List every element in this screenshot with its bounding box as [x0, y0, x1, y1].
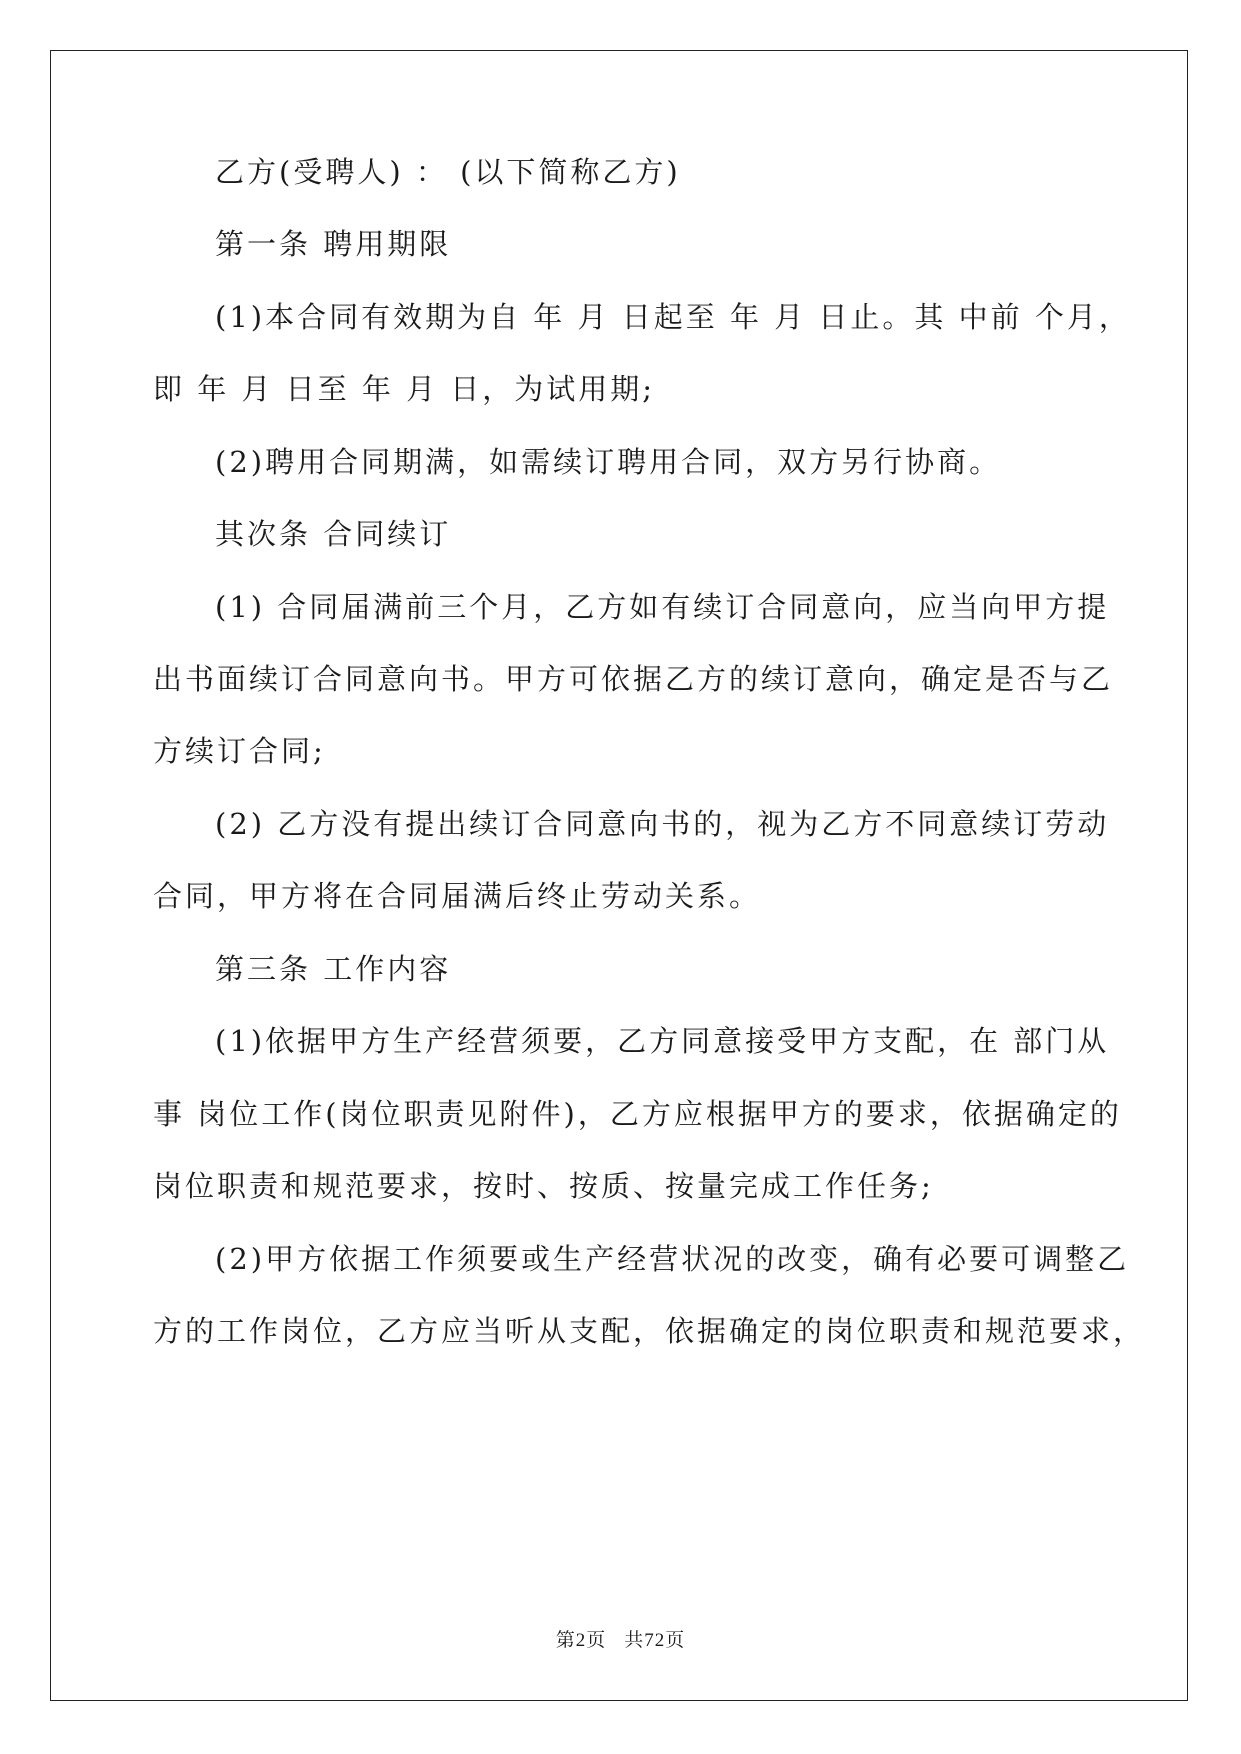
page-suffix: 页	[586, 1629, 607, 1651]
page-footer	[0, 1625, 1241, 1652]
article-1-clause-1: (1)本合同有效期为自 年 月 日起至 年 月 日止。其 中前 个月，	[215, 300, 1131, 334]
article-3-heading: 第三条 工作内容	[215, 952, 452, 986]
total-suffix: 页	[665, 1629, 686, 1651]
article-1-clause-1-cont: 即 年 月 日至 年 月 日，为试用期;	[153, 372, 656, 406]
article-2-clause-1: (1) 合同届满前三个月，乙方如有续订合同意向，应当向甲方提	[215, 590, 1110, 624]
article-3-clause-2-cont: 方的工作岗位，乙方应当听从支配，依据确定的岗位职责和规范要求，	[153, 1314, 1146, 1348]
article-3-clause-1-cont: 事 岗位工作(岗位职责见附件)，乙方应根据甲方的要求，依据确定的	[153, 1097, 1122, 1131]
article-2-clause-1-cont: 出书面续订合同意向书。甲方可依据乙方的续订意向，确定是否与乙	[153, 662, 1114, 696]
total-pages: 72	[644, 1630, 666, 1651]
article-3-clause-1: (1)依据甲方生产经营须要，乙方同意接受甲方支配，在 部门从	[215, 1024, 1110, 1058]
article-1-heading: 第一条 聘用期限	[215, 227, 452, 261]
page-number: 2	[575, 1630, 587, 1651]
article-2-heading: 其次条 合同续订	[215, 517, 452, 551]
article-2-clause-2: (2) 乙方没有提出续订合同意向书的，视为乙方不同意续订劳动	[215, 807, 1110, 841]
article-2-clause-2-cont: 合同，甲方将在合同届满后终止劳动关系。	[153, 879, 762, 913]
page-border	[50, 50, 1188, 1701]
article-1-clause-2: (2)聘用合同期满，如需续订聘用合同，双方另行协商。	[215, 445, 1002, 479]
article-3-clause-1-end: 岗位职责和规范要求，按时、按质、按量完成工作任务;	[153, 1169, 934, 1203]
party-b-line: 乙方(受聘人) ： (以下简称乙方)	[215, 155, 681, 189]
page-prefix: 第	[555, 1629, 576, 1651]
article-3-clause-2: (2)甲方依据工作须要或生产经营状况的改变，确有必要可调整乙	[215, 1242, 1130, 1276]
total-prefix: 共	[624, 1629, 645, 1651]
article-2-clause-1-end: 方续订合同;	[153, 734, 326, 768]
